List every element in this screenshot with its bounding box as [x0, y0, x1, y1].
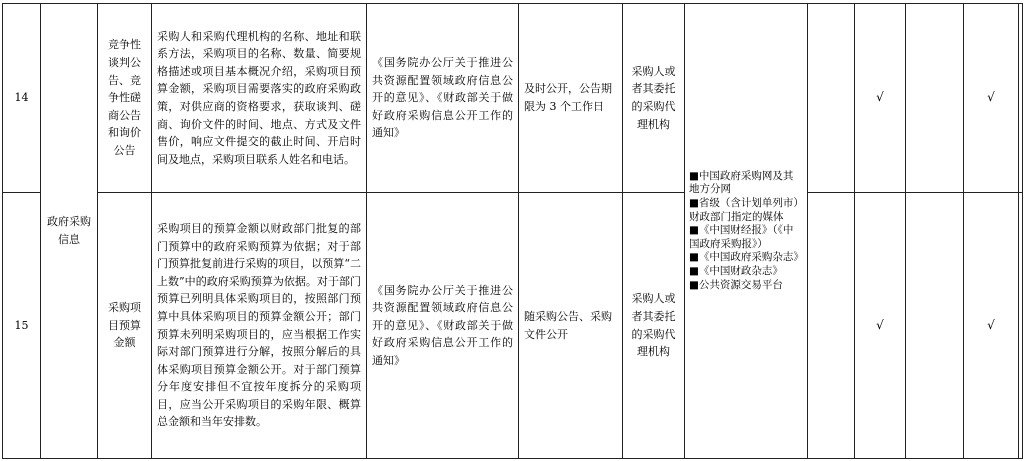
category-cell: 政府采购信息 [41, 4, 98, 459]
disclosure-table [2, 3, 1023, 459]
channel-item: ■公共资源交易平台 [689, 278, 783, 291]
empty-cell [808, 193, 855, 459]
channel-item: ■省级（含计划单列市）财政部门指定的媒体 [689, 197, 799, 223]
subject-cell: 采购人或者其委托的采购代理机构 [623, 193, 685, 459]
channel-item: ■中国政府采购网及其地方分网 [689, 169, 794, 196]
empty-cell [1019, 4, 1023, 193]
channel-item: ■《中国政府采购杂志》 [689, 251, 804, 264]
empty-cell [906, 4, 964, 193]
empty-cell [1019, 193, 1023, 459]
table-row [3, 4, 1023, 193]
item-cell: 竞争性谈判公告、竞争性磋商公告和询价公告 [98, 4, 152, 193]
empty-cell [808, 4, 855, 193]
basis-cell: 《国务院办公厅关于推进公共资源配置领域政府信息公开的意见》、《财政部关于做好政府采购信息公开工作的通知》 [367, 193, 519, 459]
check-mark: √ [964, 193, 1019, 459]
check-mark: √ [855, 4, 906, 193]
content-cell: 采购人和采购代理机构的名称、地址和联系方法，采购项目的名称、数量、简要规格描述或项目基本概况介绍，采购项目预算金额，采购项目需要落实的政府采购政策，对供应商的资格要求，获取谈判、磋商、询价文件的时间、地点、方式及文件售价，响应文件提交的截止时间、开启时间及地点，采购项目联系人姓名和电话。 [152, 4, 367, 193]
channel-item: ■《中国财经报》（《中国政府采购报》） [689, 224, 794, 250]
time-cell: 随采购公告、采购文件公开 [519, 193, 623, 459]
row-index: 15 [3, 193, 41, 459]
empty-cell [906, 193, 964, 459]
table-row [3, 193, 1023, 459]
channel-item: ■《中国财政杂志》 [689, 264, 783, 277]
basis-cell: 《国务院办公厅关于推进公共资源配置领域政府信息公开的意见》、《财政部关于做好政府采购信息公开工作的通知》 [367, 4, 519, 193]
item-cell: 采购项目预算金额 [98, 193, 152, 459]
time-cell: 及时公开，公告期限为 3 个工作日 [519, 4, 623, 193]
check-mark: √ [964, 4, 1019, 193]
check-mark: √ [855, 193, 906, 459]
subject-cell: 采购人或者其委托的采购代理机构 [623, 4, 685, 193]
channels-cell [685, 4, 808, 459]
content-cell: 采购项目的预算金额以财政部门批复的部门预算中的政府采购预算为依据；对于部门预算批复前进行采购的项目，以预算“二上数”中的政府采购预算为依据。对于部门预算已列明具体采购项目的，按照部门预算中具体采购项目的预算金额公开；部门预算未列明采购项目的，应当根据工作实际对部门预算进行分解，按照分解后的具体采购项目预算金额公开。对于部门预算分年度安排但不宜按年度拆分的采购项目，应当公开采购项目的采购年限、概算总金额和当年安排数。 [152, 193, 367, 459]
row-index: 14 [3, 4, 41, 193]
